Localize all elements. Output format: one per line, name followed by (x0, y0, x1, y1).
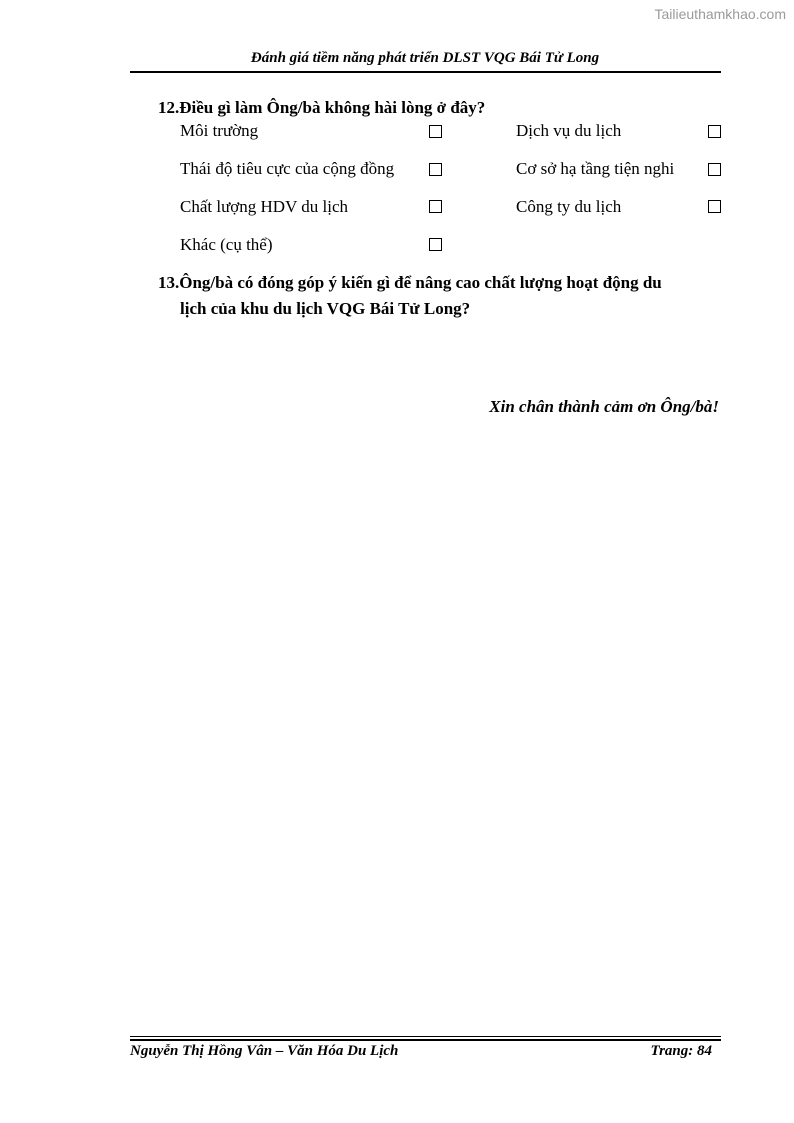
closing-thanks: Xin chân thành cảm ơn Ông/bà! (489, 397, 719, 416)
option-cong-ty-checkbox[interactable] (708, 200, 721, 213)
option-co-so-ha-tang-checkbox[interactable] (708, 163, 721, 176)
option-chat-luong-hdv-label: Chất lượng HDV du lịch (180, 197, 349, 216)
option-cong-ty-label: Công ty du lịch (516, 197, 622, 216)
question-13-line-1: 13.Ông/bà có đóng góp ý kiến gì để nâng cao chất lượng hoạt động du (158, 273, 662, 292)
header-divider (130, 71, 721, 73)
option-khac-label: Khác (cụ thể) (180, 235, 273, 254)
question-12-title: 12.Điều gì làm Ông/bà không hài lòng ở đây? (158, 98, 486, 117)
option-thai-do-checkbox[interactable] (429, 163, 442, 176)
option-khac-checkbox[interactable] (429, 238, 442, 251)
option-moi-truong-label: Môi trường (180, 121, 259, 140)
option-co-so-ha-tang-label: Cơ sở hạ tầng tiện nghi (516, 159, 675, 178)
footer-author: Nguyễn Thị Hồng Vân – Văn Hóa Du Lịch (130, 1043, 399, 1059)
option-dich-vu-label: Dịch vụ du lịch (516, 121, 622, 140)
running-header: Đánh giá tiềm năng phát triển DLST VQG Bái Tử Long (250, 50, 600, 66)
watermark-text: Tailieuthamkhao.com (654, 6, 786, 22)
question-13-line-2: lịch của khu du lịch VQG Bái Tử Long? (180, 299, 471, 318)
option-thai-do-label: Thái độ tiêu cực của cộng đồng (180, 159, 395, 178)
option-moi-truong-checkbox[interactable] (429, 125, 442, 138)
option-chat-luong-hdv-checkbox[interactable] (429, 200, 442, 213)
footer-divider (130, 1036, 721, 1041)
footer-page-number: Trang: 84 (650, 1043, 712, 1059)
question-13-title (158, 270, 728, 322)
option-dich-vu-checkbox[interactable] (708, 125, 721, 138)
